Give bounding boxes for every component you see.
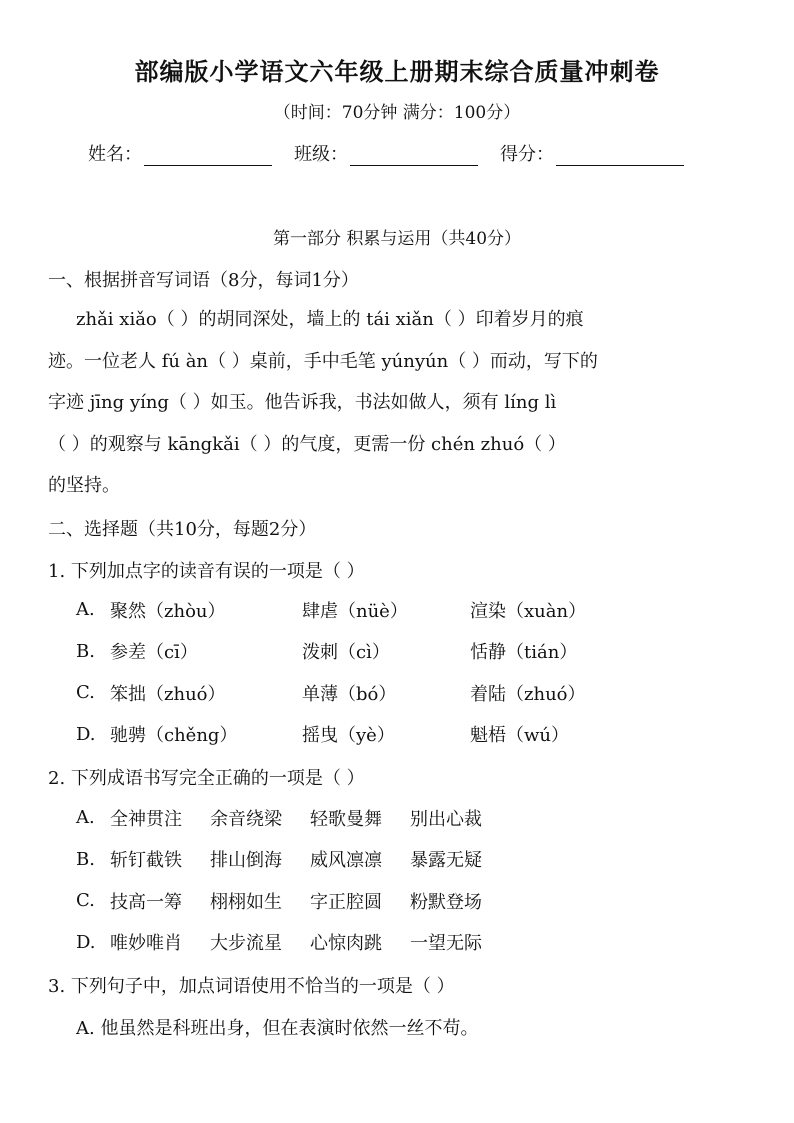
question-1-stem: 1. 下列加点字的读音有误的一项是（ ） — [48, 561, 365, 582]
class-label: 班级： — [294, 144, 348, 165]
option-word: 摇曳（yè） — [302, 725, 395, 747]
passage-line: 迹。一位老人 fú àn（ ）桌前，手中毛笔 yúnyún（ ）而动，写下的 — [48, 350, 598, 372]
option-word: 单薄（bó） — [302, 683, 397, 705]
option-row — [76, 589, 676, 631]
student-info-row — [88, 140, 728, 166]
passage-line: 的坚持。 — [48, 475, 120, 496]
option-idiom: 全神贯注 — [110, 808, 182, 830]
option-letter: C. — [76, 890, 95, 912]
passage-line: 字迹 jīng yíng（ ）如玉。他告诉我，书法如做人，须有 líng lì — [48, 392, 557, 413]
section1-heading: 一、根据拼音写词语（8分，每词1分） — [48, 270, 359, 291]
option-word: 着陆（zhuó） — [470, 683, 586, 705]
option-row — [76, 714, 676, 756]
option-word: 聚然（zhòu） — [110, 600, 226, 622]
option-row — [76, 922, 676, 964]
option-idiom: 余音绕梁 — [210, 808, 282, 830]
passage-line: （ ）的观察与 kāngkǎi（ ）的气度，更需一份 chén zhuó（ ） — [48, 433, 566, 455]
score-label: 得分： — [500, 144, 554, 165]
option-idiom: 一望无际 — [410, 933, 482, 955]
option-letter: C. — [76, 682, 95, 704]
part1-title: 第一部分 积累与运用（共40分） — [272, 229, 522, 249]
question-2-stem: 2. 下列成语书写完全正确的一项是（ ） — [48, 768, 365, 789]
section2-heading: 二、选择题（共10分，每题2分） — [48, 519, 317, 540]
option-idiom: 字正腔圆 — [310, 891, 382, 913]
name-label: 姓名： — [88, 144, 142, 165]
option-word: 驰骋（chěng） — [110, 725, 238, 747]
question-2-options — [76, 797, 676, 963]
option-word: 恬静（tián） — [470, 642, 578, 664]
option-row — [76, 672, 676, 714]
option-idiom: 栩栩如生 — [210, 891, 282, 913]
option-letter: D. — [76, 723, 96, 745]
option-word: 渲染（xuàn） — [470, 600, 587, 622]
option-letter: B. — [76, 848, 95, 870]
option-word: 肆虐（nüè） — [302, 600, 408, 622]
name-field — [88, 140, 272, 166]
option-idiom: 心惊肉跳 — [310, 933, 382, 955]
class-field — [294, 140, 478, 166]
option-word: 笨拙（zhuó） — [110, 683, 226, 705]
option-idiom: 暴露无疑 — [410, 850, 482, 872]
option-idiom: 斩钉截铁 — [110, 850, 182, 872]
option-idiom: 排山倒海 — [210, 850, 282, 872]
question-3-option-a: A. 他虽然是科班出身，但在表演时依然一丝不苟。 — [76, 1018, 479, 1039]
name-blank — [144, 145, 272, 166]
option-idiom: 轻歌曼舞 — [310, 808, 382, 830]
score-field — [500, 140, 684, 166]
option-letter: B. — [76, 640, 95, 662]
question-3-stem: 3. 下列句子中，加点词语使用不恰当的一项是（ ） — [48, 976, 455, 997]
option-letter: D. — [76, 931, 96, 953]
option-row — [76, 797, 676, 839]
option-letter: A. — [76, 599, 95, 621]
exam-subtitle: （时间：70分钟 满分：100分） — [273, 103, 521, 123]
option-word: 魁梧（wú） — [470, 725, 569, 747]
option-idiom: 技高一筹 — [110, 891, 182, 913]
option-row — [76, 880, 676, 922]
pinyin-passage — [48, 299, 748, 507]
option-letter: A. — [76, 807, 95, 829]
option-row — [76, 839, 676, 881]
question-1-options — [76, 589, 676, 755]
option-word: 泼刺（cì） — [302, 642, 390, 664]
option-idiom: 唯妙唯肖 — [110, 933, 182, 955]
exam-title: 部编版小学语文六年级上册期末综合质量冲刺卷 — [134, 57, 660, 86]
passage-line: zhǎi xiǎo（ ）的胡同深处，墙上的 tái xiǎn（ ）印着岁月的痕 — [76, 309, 584, 330]
option-word: 参差（cī） — [110, 642, 198, 664]
option-idiom: 威风凛凛 — [310, 850, 382, 872]
option-row — [76, 631, 676, 673]
class-blank — [350, 145, 478, 166]
option-idiom: 粉默登场 — [410, 891, 482, 913]
option-idiom: 别出心裁 — [410, 808, 482, 830]
score-blank — [556, 145, 684, 166]
option-idiom: 大步流星 — [210, 933, 282, 955]
